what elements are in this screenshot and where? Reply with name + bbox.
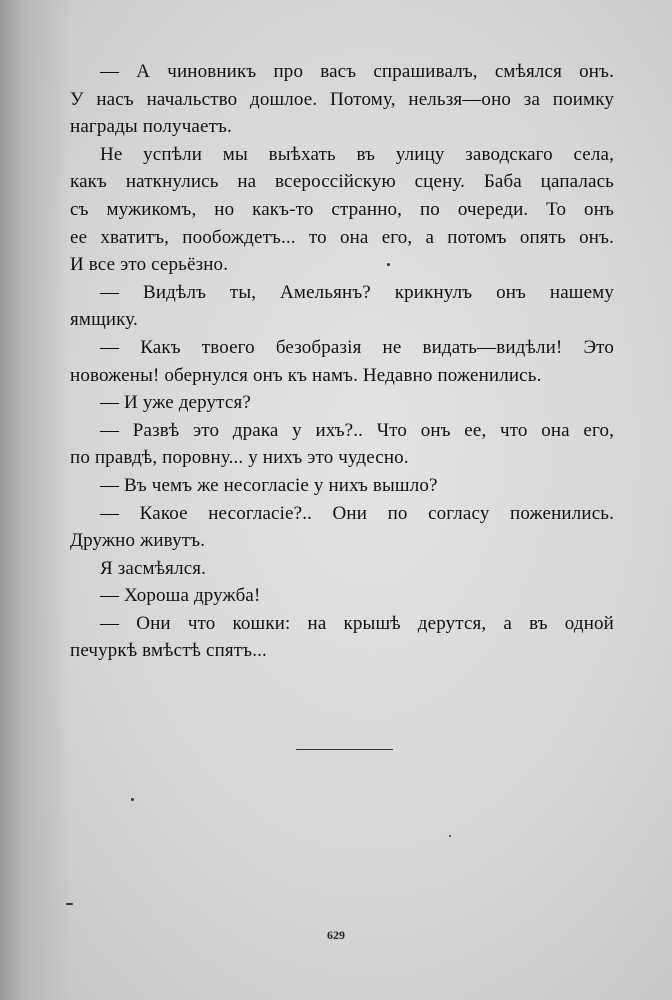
- text-line: ямщику.: [70, 309, 138, 331]
- body-text: [70, 58, 614, 665]
- print-speck: [387, 263, 390, 266]
- text-line: по правдѣ, поровну... у нихъ это чудесно.: [70, 447, 409, 469]
- text-line: — Хороша дружба!: [100, 585, 261, 607]
- text-line: съ мужикомъ, но какъ-то странно, по очереди. То онъ: [70, 198, 614, 220]
- binding-shadow: [0, 0, 70, 1000]
- text-line: — Какое несогласіе?.. Они по согласу поженились.: [100, 502, 614, 524]
- text-line: новожены! обернулся онъ къ намъ. Недавно поженились.: [70, 364, 542, 386]
- print-speck: [66, 903, 73, 905]
- end-rule: [296, 749, 393, 750]
- paragraph: [70, 555, 614, 583]
- paragraph: [70, 334, 614, 389]
- text-line: печуркѣ вмѣстѣ спятъ...: [70, 640, 267, 662]
- text-line: награды получаетъ.: [70, 116, 232, 138]
- print-speck: [131, 798, 134, 801]
- text-line: — Видѣлъ ты, Амельянъ? крикнулъ онъ нашему: [100, 281, 614, 303]
- text-line: какъ наткнулись на всероссійскую сцену. Баба цапалась: [70, 171, 614, 193]
- paragraph: [70, 279, 614, 334]
- text-line: ее хватитъ, пообождетъ... то она его, а потомъ опять онъ.: [70, 226, 614, 248]
- text-line: — Развѣ это драка у ихъ?.. Что онъ ее, что она его,: [100, 419, 614, 441]
- text-line: Не успѣли мы выѣхать въ улицу заводскаго села,: [100, 143, 614, 165]
- text-line: — Въ чемъ же несогласіе у нихъ вышло?: [100, 474, 438, 496]
- text-line: — А чиновникъ про васъ спрашивалъ, смѣялся онъ.: [100, 61, 614, 82]
- paragraph: [70, 472, 614, 500]
- text-line: Я засмѣялся.: [100, 557, 207, 579]
- text-line: Дружно живутъ.: [70, 530, 206, 552]
- paragraph: [70, 417, 614, 472]
- paragraph: [70, 582, 614, 610]
- paragraph: [70, 141, 614, 279]
- text-line: И все это серьёзно.: [70, 254, 229, 276]
- paragraph: [70, 610, 614, 665]
- paragraph: [70, 500, 614, 555]
- print-speck: [449, 835, 451, 837]
- text-line: — Какъ твоего безобразія не видать—видѣли! Это: [100, 336, 614, 358]
- paragraph: [70, 389, 614, 417]
- text-line: — Они что кошки: на крышѣ дерутся, а въ одной: [100, 612, 614, 634]
- text-line: У насъ начальство дошлое. Потому, нельзя—оно за поимку: [70, 88, 614, 110]
- page-number: 629: [327, 928, 345, 942]
- paragraph: [70, 58, 614, 141]
- text-line: — И уже дерутся?: [100, 392, 251, 414]
